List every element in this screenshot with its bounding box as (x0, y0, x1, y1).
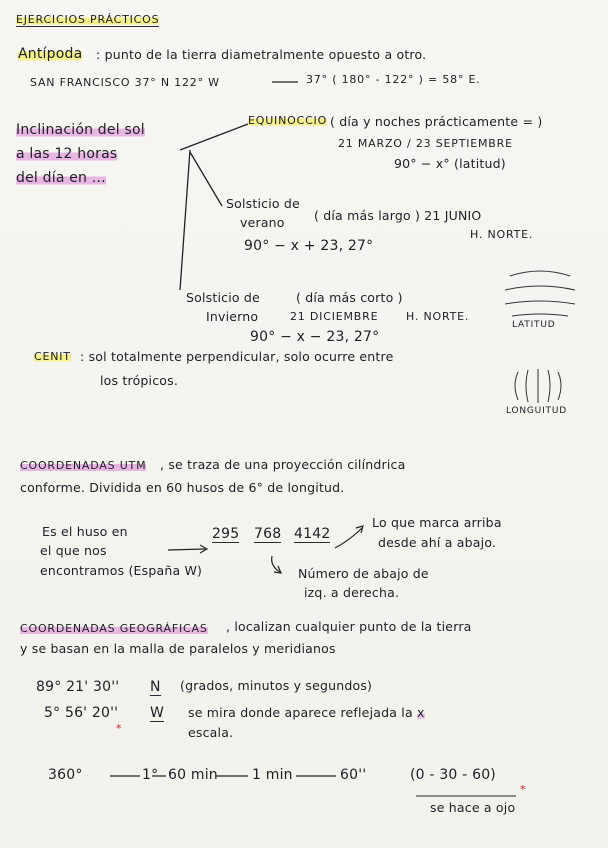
conv-note: se hace a ojo (430, 800, 516, 815)
invierno-formula: 90° − x − 23, 27° (250, 329, 380, 345)
conv-60-min: 60 min (168, 767, 218, 783)
equinoccio-desc: ( día y noches prácticamente = ) (330, 114, 543, 129)
conv-star: * (520, 783, 526, 796)
invierno-date: 21 DICIEMBRE (290, 310, 379, 323)
antipoda-example-right: 37° ( 180° - 122° ) = 58° E. (306, 73, 481, 86)
geo-coord2-note-x: x (417, 705, 425, 720)
geo-coord2-dir: W (150, 705, 165, 721)
cenit-line1: : sol totalmente perpendicular, solo ocurre entre (80, 349, 394, 364)
geo-term: COORDENADAS GEOGRÁFICAS (20, 622, 208, 635)
utm-left-line3: encontramos (España W) (40, 563, 203, 578)
longitud-label: LONGUITUD (506, 406, 567, 416)
verano-line2: verano (240, 215, 285, 230)
utm-right-line2: desde ahí a abajo. (378, 535, 497, 550)
verano-hemisphere: H. NORTE. (470, 228, 534, 241)
conv-range: (0 - 30 - 60) (410, 767, 496, 783)
conv-1-min: 1 min (252, 767, 293, 783)
page-title: EJERCICIOS PRÁCTICOS (16, 13, 160, 26)
equinoccio-formula: 90° − x° (latitud) (394, 156, 506, 171)
utm-bottom-line2: izq. a derecha. (304, 585, 400, 600)
geo-coord1-note: (grados, minutos y segundos) (180, 678, 373, 693)
utm-num-middle: 768 (254, 526, 282, 542)
utm-num-huso: 295 (212, 526, 240, 542)
latitud-label: LATITUD (512, 320, 556, 330)
conv-1-degree: 1° (142, 767, 159, 783)
antipoda-example-left: SAN FRANCISCO 37° N 122° W (30, 76, 220, 89)
utm-line1: , se traza de una proyección cilíndrica (160, 457, 406, 472)
utm-term: COORDENADAS UTM (20, 459, 147, 472)
equinoccio-dates: 21 MARZO / 23 SEPTIEMBRE (338, 137, 513, 150)
inclinacion-line1: Inclinación del sol (16, 122, 145, 138)
inclinacion-line3: del día en ... (16, 170, 106, 186)
antipoda-term: Antípoda (18, 46, 83, 62)
antipoda-definition: : punto de la tierra diametralmente opuesto a otro. (96, 47, 427, 62)
invierno-hemisphere: H. NORTE. (406, 310, 470, 323)
invierno-desc: ( día más corto ) (296, 290, 403, 305)
conv-360: 360° (48, 767, 83, 783)
verano-line1: Solsticio de (226, 196, 300, 211)
geo-coord1: 89° 21' 30'' (36, 679, 120, 695)
geo-coord2-note: se mira donde aparece reflejada la x (188, 705, 425, 720)
cenit-line2: los trópicos. (100, 373, 179, 388)
utm-bottom-line1: Número de abajo de (298, 566, 429, 581)
conv-60-sec: 60'' (340, 767, 367, 783)
verano-formula: 90° − x + 23, 27° (244, 238, 374, 254)
utm-num-right: 4142 (294, 526, 331, 542)
geo-coord2-note-2: escala. (188, 725, 234, 740)
equinoccio-term: EQUINOCCIO (248, 114, 328, 127)
utm-left-line1: Es el huso en (42, 524, 128, 539)
geo-line2: y se basan en la malla de paralelos y meridianos (20, 641, 336, 656)
geo-coord1-dir: N (150, 679, 161, 695)
geo-coord2: 5° 56' 20'' (44, 705, 119, 721)
utm-line2: conforme. Dividida en 60 husos de 6° de longitud. (20, 480, 345, 495)
geo-star: * (116, 722, 122, 735)
invierno-line2: Invierno (206, 309, 259, 324)
verano-desc: ( día más largo ) 21 JUNIO (314, 208, 482, 223)
inclinacion-line2: a las 12 horas (16, 146, 118, 162)
utm-left-line2: el que nos (40, 543, 107, 558)
cenit-term: CENIT (34, 350, 71, 363)
invierno-line1: Solsticio de (186, 290, 260, 305)
utm-right-line1: Lo que marca arriba (372, 515, 502, 530)
geo-line1: , localizan cualquier punto de la tierra (226, 619, 472, 634)
